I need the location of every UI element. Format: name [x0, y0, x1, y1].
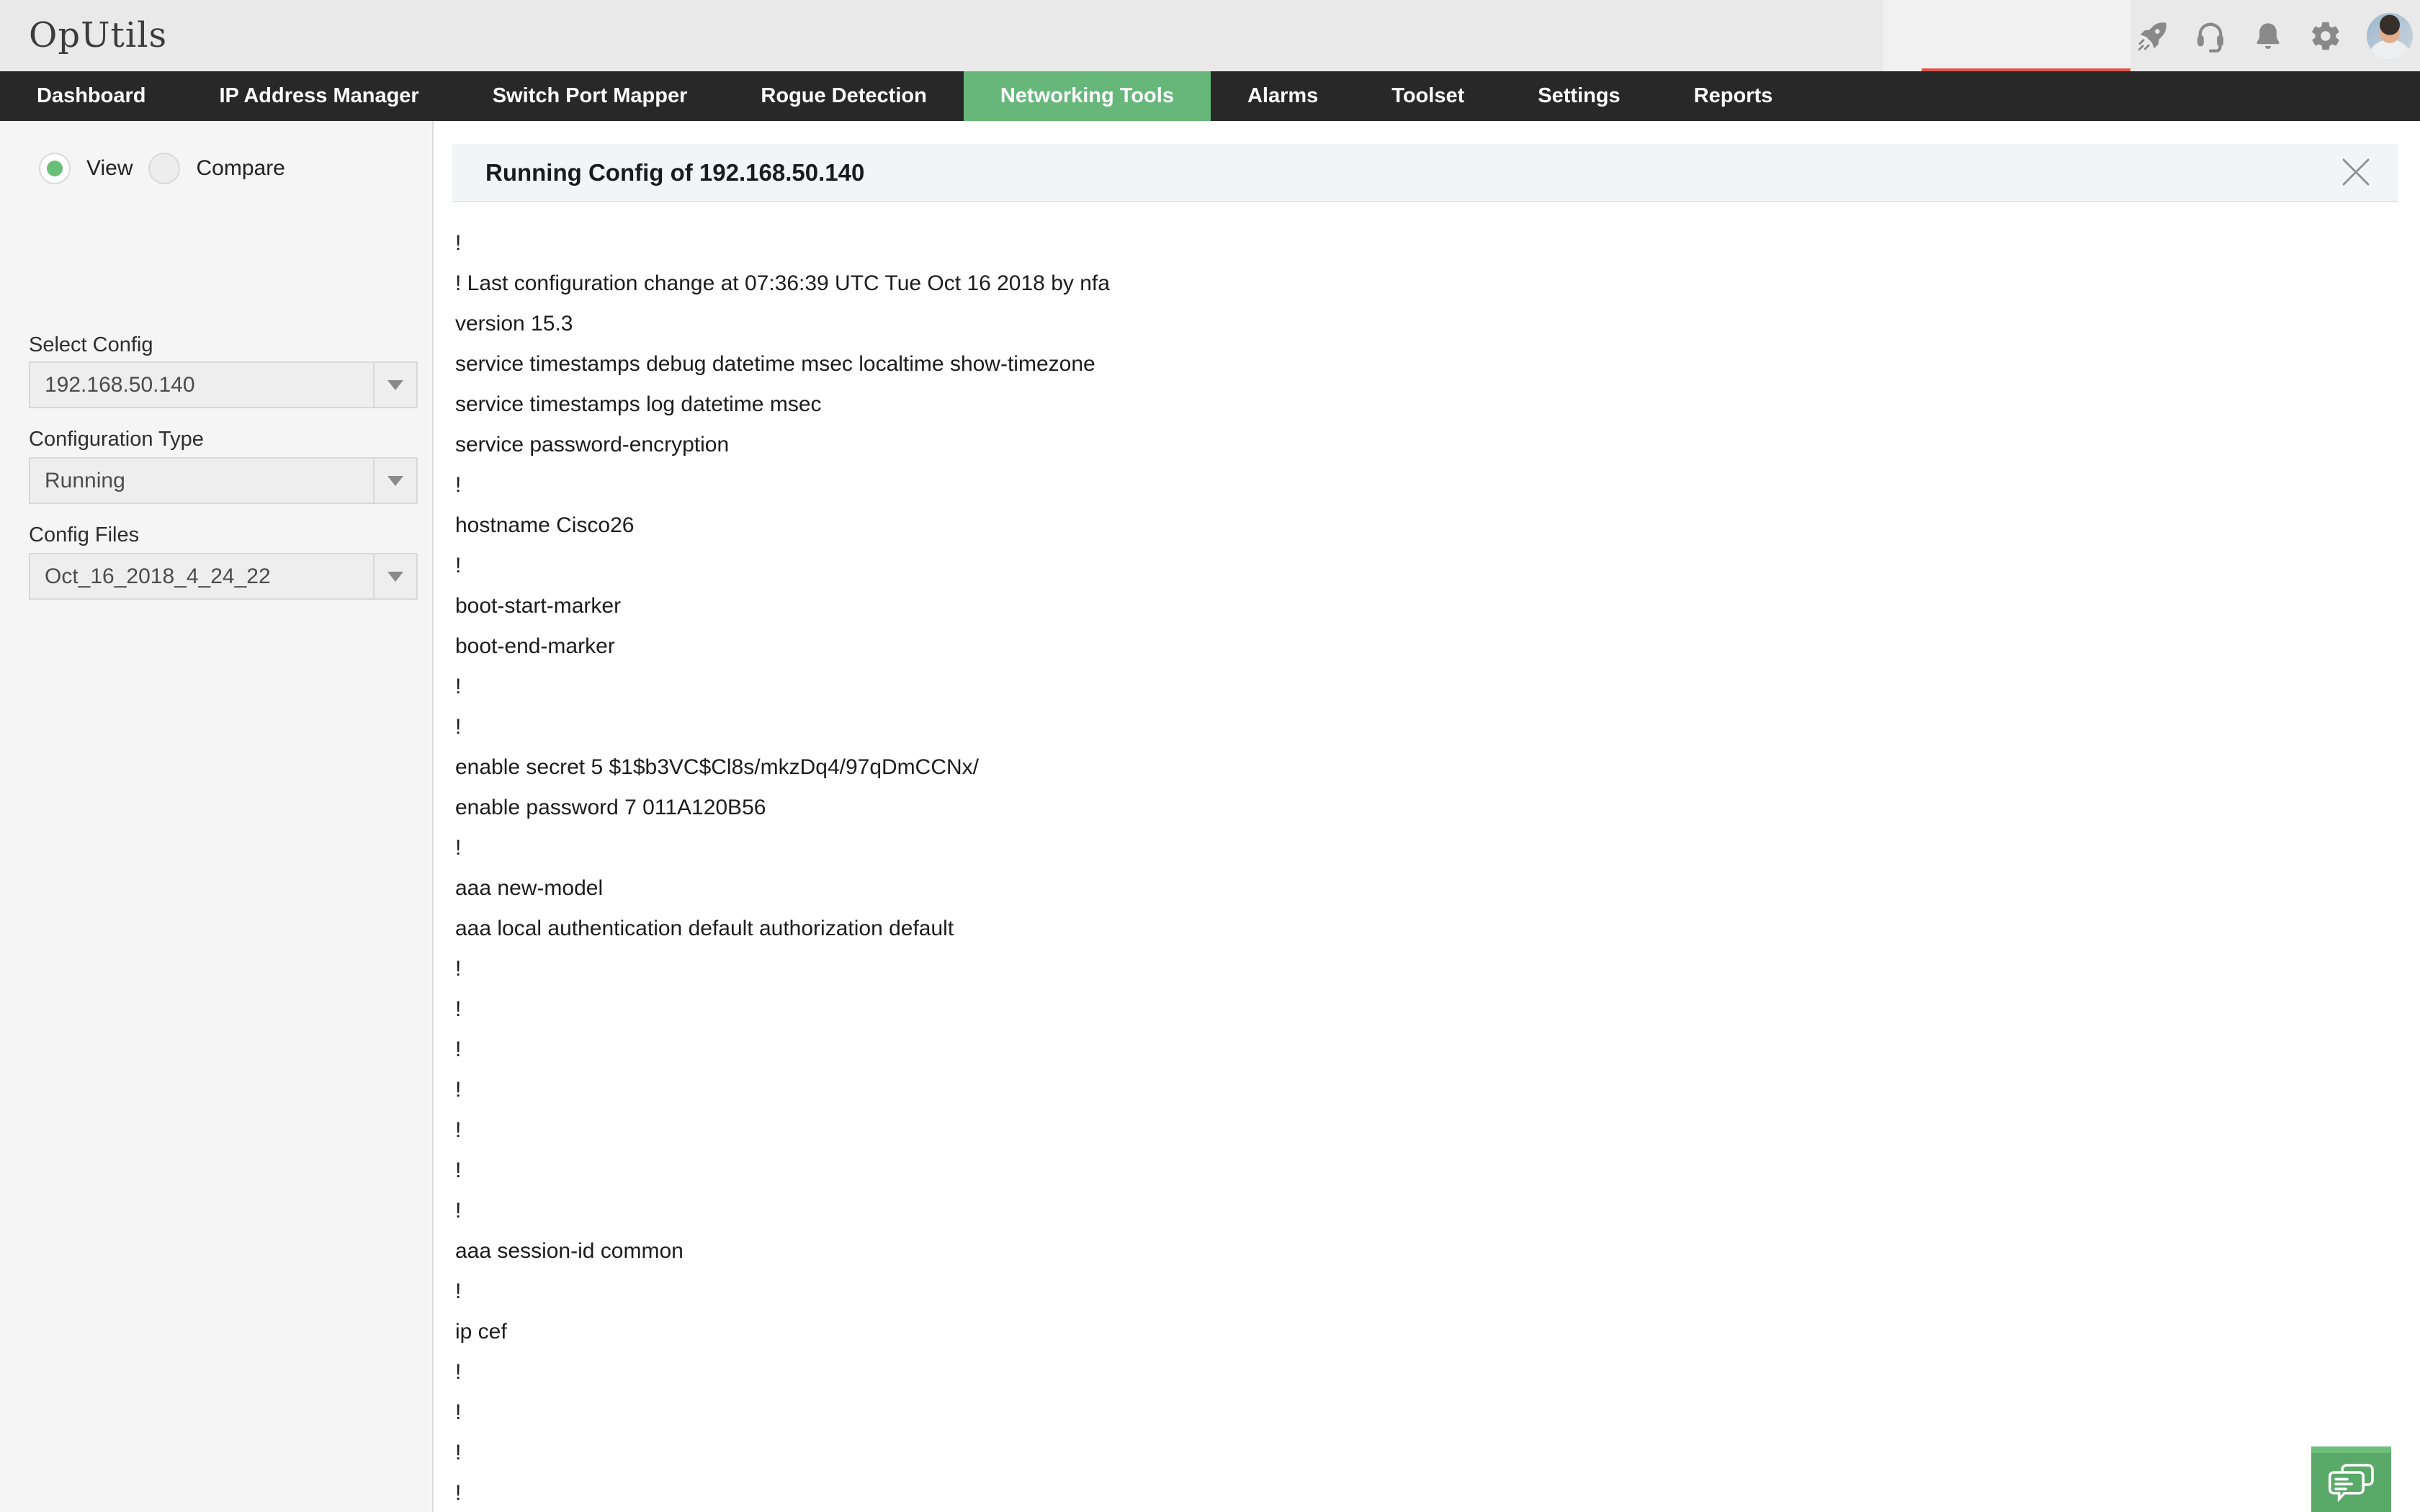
config-line: aaa new-model — [455, 876, 604, 900]
nav-item[interactable]: Switch Port Mapper — [492, 84, 688, 107]
config-line: ! — [455, 231, 462, 255]
select-config-dropdown[interactable] — [29, 361, 418, 408]
view-radio[interactable] — [39, 153, 133, 184]
compare-radio-label: Compare — [196, 156, 285, 180]
config-line: boot-start-marker — [455, 594, 622, 618]
config-line: aaa session-id common — [455, 1239, 684, 1263]
running-config-text — [455, 223, 2398, 1512]
config-files-value: Oct_16_2018_4_24_22 — [45, 564, 271, 588]
configuration-type-value: Running — [45, 468, 125, 492]
mode-radio-group — [39, 153, 285, 184]
sidebar — [0, 121, 434, 1512]
config-line: ip cef — [455, 1320, 507, 1344]
chat-feedback-button[interactable] — [2311, 1446, 2391, 1512]
config-line: enable secret 5 $1$b3VC$Cl8s/mkzDq4/97qDmCCNx/ — [455, 755, 980, 779]
view-radio-label: View — [86, 156, 133, 180]
header-actions — [2136, 0, 2413, 71]
config-line: ! — [455, 997, 462, 1021]
config-line: ! — [455, 554, 462, 577]
config-line: ! — [455, 836, 462, 860]
config-line: enable password 7 011A120B56 — [455, 796, 766, 819]
config-line: ! — [455, 1078, 462, 1102]
config-line: ! Last configuration change at 07:36:39 UTC Tue Oct 16 2018 by nfa — [455, 271, 1110, 295]
config-line: ! — [455, 1279, 462, 1303]
chevron-down-icon[interactable] — [373, 554, 416, 598]
page-title: Running Config of 192.168.50.140 — [485, 158, 865, 186]
config-line: ! — [455, 675, 462, 698]
config-line: ! — [455, 1481, 462, 1505]
config-line: ! — [455, 715, 462, 739]
configuration-type-label: Configuration Type — [29, 428, 204, 451]
select-config-label: Select Config — [29, 333, 153, 356]
config-line: ! — [455, 1400, 462, 1424]
nav-item[interactable]: Alarms — [1247, 84, 1319, 107]
config-files-label: Config Files — [29, 523, 140, 546]
chevron-down-icon[interactable] — [373, 459, 416, 503]
config-line: version 15.3 — [455, 312, 573, 336]
config-line: ! — [455, 1118, 462, 1142]
config-line: ! — [455, 1038, 462, 1061]
settings-gear-icon[interactable] — [2309, 19, 2342, 53]
config-line: service password-encryption — [455, 433, 730, 456]
config-line: ! — [455, 1158, 462, 1182]
nav-item[interactable]: Rogue Detection — [761, 84, 927, 107]
config-line: ! — [455, 1360, 462, 1384]
config-line: aaa local authentication default authorization default — [455, 917, 954, 940]
config-panel — [435, 121, 2420, 1512]
config-files-dropdown[interactable] — [29, 553, 418, 600]
main-nav — [0, 71, 2420, 121]
config-line: ! — [455, 1199, 462, 1223]
configuration-type-dropdown[interactable] — [29, 457, 418, 504]
config-line: service timestamps log datetime msec — [455, 392, 822, 416]
nav-item[interactable]: IP Address Manager — [219, 84, 419, 107]
select-config-value: 192.168.50.140 — [45, 372, 195, 397]
radio-unselected-icon[interactable] — [148, 153, 180, 184]
close-icon[interactable] — [2341, 157, 2371, 187]
config-line: ! — [455, 1441, 462, 1464]
nav-item[interactable]: Settings — [1538, 84, 1621, 107]
nav-item[interactable]: Toolset — [1392, 84, 1465, 107]
config-line: boot-end-marker — [455, 634, 615, 658]
config-line: ! — [455, 957, 462, 981]
nav-item[interactable]: Networking Tools — [964, 71, 1211, 121]
notification-bell-icon[interactable] — [2251, 19, 2285, 53]
chevron-down-icon[interactable] — [373, 363, 416, 407]
chat-bubbles-icon — [2328, 1463, 2375, 1502]
nav-item[interactable]: Reports — [1693, 84, 1773, 107]
config-line: ! — [455, 473, 462, 497]
header-highlight — [1883, 0, 2130, 71]
compare-radio[interactable] — [148, 153, 284, 184]
user-avatar[interactable] — [2367, 13, 2413, 59]
nav-item[interactable]: Dashboard — [37, 84, 146, 107]
radio-selected-icon[interactable] — [39, 153, 71, 184]
app-logo: OpUtils — [29, 15, 168, 55]
config-panel-header — [452, 144, 2398, 202]
rocket-icon[interactable] — [2136, 19, 2169, 53]
app-header — [0, 0, 2420, 71]
config-line: hostname Cisco26 — [455, 513, 635, 537]
config-line: service timestamps debug datetime msec localtime show-timezone — [455, 352, 1095, 376]
headset-support-icon[interactable] — [2194, 19, 2227, 53]
